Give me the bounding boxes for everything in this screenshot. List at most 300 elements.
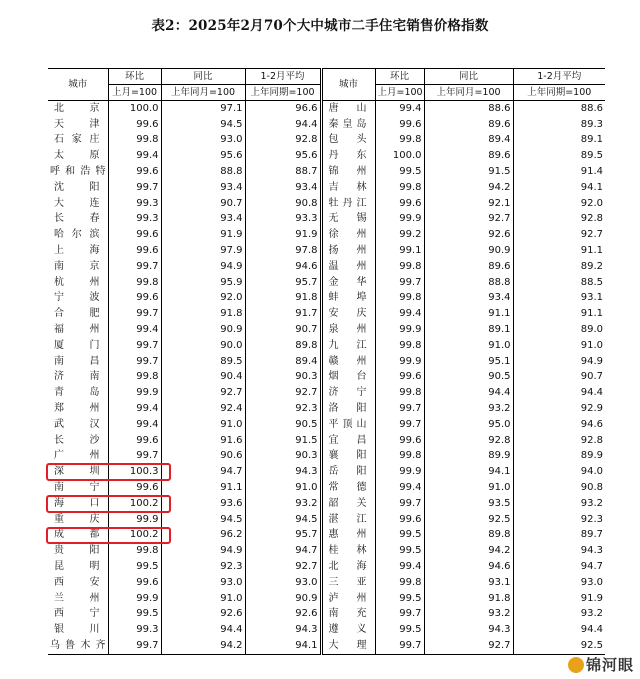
right-mom-cell: 99.7 (375, 275, 424, 291)
left-avg-cell: 95.7 (245, 275, 321, 291)
left-mom-cell: 99.7 (108, 306, 161, 322)
left-city-cell: 成 都 (54, 529, 100, 541)
table-row (48, 575, 605, 591)
right-avg-cell: 93.0 (513, 575, 605, 591)
left-avg-cell: 94.7 (245, 543, 321, 559)
table-row (48, 401, 605, 417)
left-mom-cell: 99.7 (108, 338, 161, 354)
left-city-cell: 呼和浩特 (50, 166, 106, 178)
right-avg-cell: 91.1 (513, 306, 605, 322)
right-yoy-cell: 89.8 (424, 528, 513, 544)
left-avg-cell: 96.6 (245, 101, 321, 117)
right-mom-cell: 99.7 (375, 638, 424, 654)
table-row (48, 212, 605, 228)
left-yoy-cell: 94.4 (161, 622, 245, 638)
header-avg-sub-left: 上年同期=100 (245, 85, 321, 101)
left-avg-cell: 94.4 (245, 117, 321, 133)
right-city-cell: 温 州 (321, 259, 375, 275)
right-mom-cell: 99.5 (375, 591, 424, 607)
right-yoy-cell: 89.6 (424, 259, 513, 275)
left-city-cell: 天 津 (54, 118, 100, 130)
left-avg-cell: 91.0 (245, 480, 321, 496)
right-city-cell: 韶 关 (321, 496, 375, 512)
left-yoy-cell: 93.4 (161, 212, 245, 228)
left-avg-cell: 89.4 (245, 354, 321, 370)
right-yoy-cell: 93.5 (424, 496, 513, 512)
left-city-cell: 杭 州 (54, 276, 100, 288)
left-city-cell: 银 川 (54, 624, 100, 636)
left-mom-cell: 99.9 (108, 591, 161, 607)
left-mom-cell: 99.7 (108, 449, 161, 465)
right-avg-cell: 94.3 (513, 543, 605, 559)
left-avg-cell: 97.8 (245, 243, 321, 259)
left-yoy-cell: 94.5 (161, 512, 245, 528)
table-row (48, 180, 605, 196)
right-mom-cell: 99.5 (375, 543, 424, 559)
right-avg-cell: 89.5 (513, 148, 605, 164)
right-avg-cell: 89.3 (513, 117, 605, 133)
left-mom-cell: 99.8 (108, 275, 161, 291)
left-yoy-cell: 93.4 (161, 180, 245, 196)
right-city-cell: 遵 义 (321, 622, 375, 638)
left-mom-cell: 100.2 (108, 528, 161, 544)
table-row (48, 148, 605, 164)
left-mom-cell: 99.4 (108, 148, 161, 164)
table-row (48, 496, 605, 512)
left-city-cell: 济 南 (54, 371, 100, 383)
left-mom-cell: 99.7 (108, 180, 161, 196)
header-mom-right: 环比 (375, 69, 424, 85)
left-mom-cell: 99.6 (108, 117, 161, 133)
right-avg-cell: 92.0 (513, 196, 605, 212)
table-row (48, 417, 605, 433)
right-avg-cell: 93.1 (513, 291, 605, 307)
left-city-cell: 西 宁 (54, 608, 100, 620)
right-mom-cell: 99.6 (375, 196, 424, 212)
right-yoy-cell: 91.5 (424, 164, 513, 180)
header-row-main (48, 69, 605, 85)
left-city-cell: 上 海 (54, 245, 100, 257)
left-city-cell: 北 京 (54, 102, 100, 114)
right-avg-cell: 94.4 (513, 385, 605, 401)
left-avg-cell: 94.3 (245, 464, 321, 480)
left-yoy-cell: 93.6 (161, 496, 245, 512)
table-row (48, 164, 605, 180)
right-city-cell: 襄 阳 (321, 449, 375, 465)
right-yoy-cell: 88.6 (424, 101, 513, 117)
right-yoy-cell: 89.1 (424, 322, 513, 338)
right-city-cell: 大 理 (321, 638, 375, 654)
right-yoy-cell: 92.1 (424, 196, 513, 212)
left-city-cell: 青 岛 (54, 387, 100, 399)
left-mom-cell: 100.0 (108, 101, 161, 117)
right-mom-cell: 99.9 (375, 322, 424, 338)
left-avg-cell: 92.6 (245, 607, 321, 623)
right-avg-cell: 94.6 (513, 417, 605, 433)
right-mom-cell: 99.1 (375, 243, 424, 259)
right-mom-cell: 99.9 (375, 212, 424, 228)
left-mom-cell: 99.6 (108, 243, 161, 259)
right-city-cell: 宜 昌 (321, 433, 375, 449)
right-mom-cell: 99.7 (375, 401, 424, 417)
left-mom-cell: 99.7 (108, 638, 161, 654)
left-avg-cell: 93.4 (245, 180, 321, 196)
right-avg-cell: 94.9 (513, 354, 605, 370)
left-avg-cell: 91.7 (245, 306, 321, 322)
left-city-cell: 石家庄 (54, 134, 100, 146)
left-city-cell: 太 原 (54, 150, 100, 162)
right-avg-cell: 93.2 (513, 496, 605, 512)
left-city-cell: 南 宁 (54, 482, 100, 494)
left-avg-cell: 93.2 (245, 496, 321, 512)
right-city-cell: 唐 山 (321, 101, 375, 117)
right-city-cell: 洛 阳 (321, 401, 375, 417)
table-row (48, 291, 605, 307)
right-mom-cell: 99.6 (375, 117, 424, 133)
table-row (48, 480, 605, 496)
right-yoy-cell: 93.1 (424, 575, 513, 591)
right-city-cell: 南 充 (321, 607, 375, 623)
right-mom-cell: 99.8 (375, 575, 424, 591)
left-mom-cell: 99.7 (108, 354, 161, 370)
left-mom-cell: 99.3 (108, 622, 161, 638)
right-mom-cell: 99.9 (375, 464, 424, 480)
right-city-cell: 蚌 埠 (321, 291, 375, 307)
right-avg-cell: 91.0 (513, 338, 605, 354)
right-avg-cell: 92.7 (513, 227, 605, 243)
right-mom-cell: 99.4 (375, 306, 424, 322)
left-city-cell: 南 京 (54, 260, 100, 272)
table-row (48, 196, 605, 212)
table-row (48, 622, 605, 638)
header-yoy-left: 同比 (161, 69, 245, 85)
table-row (48, 275, 605, 291)
left-avg-cell: 95.7 (245, 528, 321, 544)
left-mom-cell: 99.8 (108, 133, 161, 149)
right-city-cell: 烟 台 (321, 370, 375, 386)
table-row (48, 385, 605, 401)
right-avg-cell: 92.9 (513, 401, 605, 417)
table-row (48, 101, 605, 117)
left-mom-cell: 99.4 (108, 417, 161, 433)
left-yoy-cell: 92.0 (161, 291, 245, 307)
left-mom-cell: 99.9 (108, 512, 161, 528)
table-row (48, 133, 605, 149)
left-mom-cell: 99.6 (108, 480, 161, 496)
left-city-cell: 长 沙 (54, 434, 100, 446)
right-yoy-cell: 95.0 (424, 417, 513, 433)
left-mom-cell: 100.3 (108, 464, 161, 480)
left-mom-cell: 99.6 (108, 433, 161, 449)
left-avg-cell: 90.7 (245, 322, 321, 338)
header-yoy-sub-left: 上年同月=100 (161, 85, 245, 101)
right-yoy-cell: 94.4 (424, 385, 513, 401)
left-avg-cell: 90.3 (245, 449, 321, 465)
left-city-cell: 西 安 (54, 576, 100, 588)
left-avg-cell: 90.8 (245, 196, 321, 212)
right-city-cell: 安 庆 (321, 306, 375, 322)
right-city-cell: 丹 东 (321, 148, 375, 164)
watermark (568, 654, 634, 675)
right-mom-cell: 99.2 (375, 227, 424, 243)
watermark-badge-icon (568, 657, 584, 673)
left-city-cell: 大 连 (54, 197, 100, 209)
right-mom-cell: 99.8 (375, 385, 424, 401)
right-yoy-cell: 92.7 (424, 638, 513, 654)
table-row (48, 543, 605, 559)
right-avg-cell: 88.6 (513, 101, 605, 117)
right-mom-cell: 99.7 (375, 607, 424, 623)
right-yoy-cell: 89.6 (424, 117, 513, 133)
right-mom-cell: 99.4 (375, 101, 424, 117)
left-city-cell: 重 庆 (54, 513, 100, 525)
left-avg-cell: 90.3 (245, 370, 321, 386)
left-mom-cell: 99.3 (108, 196, 161, 212)
right-city-cell: 扬 州 (321, 243, 375, 259)
right-city-cell: 泉 州 (321, 322, 375, 338)
left-avg-cell: 94.1 (245, 638, 321, 654)
right-avg-cell: 93.2 (513, 607, 605, 623)
right-mom-cell: 99.8 (375, 449, 424, 465)
right-city-cell: 金 华 (321, 275, 375, 291)
table-title: 表2：2025年2月70个大中城市二手住宅销售价格指数 (151, 18, 489, 34)
right-mom-cell: 99.5 (375, 622, 424, 638)
right-avg-cell: 92.5 (513, 638, 605, 654)
left-yoy-cell: 91.6 (161, 433, 245, 449)
left-mom-cell: 99.8 (108, 370, 161, 386)
header-yoy-sub-right: 上年同月=100 (424, 85, 513, 101)
right-mom-cell: 99.7 (375, 417, 424, 433)
left-yoy-cell: 95.9 (161, 275, 245, 291)
left-mom-cell: 99.6 (108, 164, 161, 180)
right-yoy-cell: 90.9 (424, 243, 513, 259)
left-mom-cell: 99.6 (108, 291, 161, 307)
table-row (48, 306, 605, 322)
right-mom-cell: 99.9 (375, 354, 424, 370)
table-row (48, 638, 605, 654)
left-mom-cell: 99.4 (108, 322, 161, 338)
left-avg-cell: 94.5 (245, 512, 321, 528)
header-avg-sub-right: 上年同期=100 (513, 85, 605, 101)
left-yoy-cell: 94.9 (161, 259, 245, 275)
right-avg-cell: 92.8 (513, 433, 605, 449)
right-mom-cell: 99.5 (375, 164, 424, 180)
table-row (48, 512, 605, 528)
right-yoy-cell: 88.8 (424, 275, 513, 291)
header-avg-right: 1-2月平均 (513, 69, 605, 85)
left-yoy-cell: 89.5 (161, 354, 245, 370)
left-yoy-cell: 90.4 (161, 370, 245, 386)
right-yoy-cell: 89.6 (424, 148, 513, 164)
table-row (48, 449, 605, 465)
left-city-cell: 武 汉 (54, 418, 100, 430)
right-city-cell: 徐 州 (321, 227, 375, 243)
table-row (48, 528, 605, 544)
left-yoy-cell: 91.1 (161, 480, 245, 496)
left-avg-cell: 93.3 (245, 212, 321, 228)
right-yoy-cell: 91.8 (424, 591, 513, 607)
price-index-table (48, 68, 605, 655)
right-city-cell: 吉 林 (321, 180, 375, 196)
right-yoy-cell: 89.4 (424, 133, 513, 149)
left-yoy-cell: 91.0 (161, 591, 245, 607)
right-avg-cell: 94.4 (513, 622, 605, 638)
right-avg-cell: 90.7 (513, 370, 605, 386)
left-city-cell: 兰 州 (54, 592, 100, 604)
right-yoy-cell: 91.0 (424, 338, 513, 354)
table-row (48, 591, 605, 607)
right-avg-cell: 94.7 (513, 559, 605, 575)
right-mom-cell: 99.6 (375, 512, 424, 528)
table-row (48, 354, 605, 370)
left-yoy-cell: 93.0 (161, 133, 245, 149)
left-yoy-cell: 90.9 (161, 322, 245, 338)
right-mom-cell: 99.6 (375, 370, 424, 386)
right-city-cell: 济 宁 (321, 385, 375, 401)
right-avg-cell: 89.9 (513, 449, 605, 465)
table-row (48, 243, 605, 259)
left-yoy-cell: 90.0 (161, 338, 245, 354)
right-yoy-cell: 91.1 (424, 306, 513, 322)
left-yoy-cell: 90.6 (161, 449, 245, 465)
left-avg-cell: 93.0 (245, 575, 321, 591)
table-row (48, 464, 605, 480)
right-yoy-cell: 94.2 (424, 180, 513, 196)
left-mom-cell: 100.2 (108, 496, 161, 512)
left-yoy-cell: 96.2 (161, 528, 245, 544)
right-avg-cell: 90.8 (513, 480, 605, 496)
left-city-cell: 昆 明 (54, 561, 100, 572)
right-avg-cell: 94.1 (513, 180, 605, 196)
header-city-left: 城市 (48, 69, 108, 101)
left-mom-cell: 99.6 (108, 575, 161, 591)
right-yoy-cell: 94.3 (424, 622, 513, 638)
right-avg-cell: 92.8 (513, 212, 605, 228)
left-mom-cell: 99.5 (108, 559, 161, 575)
right-city-cell: 惠 州 (321, 528, 375, 544)
left-yoy-cell: 88.8 (161, 164, 245, 180)
right-avg-cell: 92.3 (513, 512, 605, 528)
right-city-cell: 湛 江 (321, 512, 375, 528)
right-city-cell: 三 亚 (321, 575, 375, 591)
right-yoy-cell: 93.2 (424, 607, 513, 623)
left-city-cell: 广 州 (54, 450, 100, 462)
table-row (48, 433, 605, 449)
left-mom-cell: 99.9 (108, 385, 161, 401)
right-city-cell: 包 头 (321, 133, 375, 149)
header-mom-sub-right: 上月=100 (375, 85, 424, 101)
right-avg-cell: 88.5 (513, 275, 605, 291)
right-mom-cell: 100.0 (375, 148, 424, 164)
right-city-cell: 秦皇岛 (321, 117, 375, 133)
right-yoy-cell: 93.4 (424, 291, 513, 307)
left-mom-cell: 99.6 (108, 227, 161, 243)
table-row (48, 559, 605, 575)
left-avg-cell: 94.3 (245, 622, 321, 638)
right-yoy-cell: 94.1 (424, 464, 513, 480)
header-mom-sub-left: 上月=100 (108, 85, 161, 101)
table-row (48, 227, 605, 243)
left-mom-cell: 99.4 (108, 401, 161, 417)
left-avg-cell: 89.8 (245, 338, 321, 354)
left-yoy-cell: 92.4 (161, 401, 245, 417)
left-yoy-cell: 97.9 (161, 243, 245, 259)
right-city-cell: 泸 州 (321, 591, 375, 607)
right-avg-cell: 89.2 (513, 259, 605, 275)
left-yoy-cell: 92.7 (161, 385, 245, 401)
right-avg-cell: 91.4 (513, 164, 605, 180)
left-city-cell: 沈 阳 (54, 181, 100, 193)
right-yoy-cell: 94.2 (424, 543, 513, 559)
right-mom-cell: 99.8 (375, 180, 424, 196)
left-avg-cell: 92.7 (245, 559, 321, 575)
left-city-cell: 郑 州 (54, 403, 100, 415)
left-avg-cell: 91.5 (245, 433, 321, 449)
right-mom-cell: 99.8 (375, 133, 424, 149)
left-yoy-cell: 94.2 (161, 638, 245, 654)
left-avg-cell: 91.9 (245, 227, 321, 243)
left-avg-cell: 91.8 (245, 291, 321, 307)
left-avg-cell: 92.8 (245, 133, 321, 149)
left-avg-cell: 88.7 (245, 164, 321, 180)
right-avg-cell: 91.9 (513, 591, 605, 607)
table-row (48, 370, 605, 386)
right-city-cell: 常 德 (321, 480, 375, 496)
right-mom-cell: 99.7 (375, 496, 424, 512)
left-city-cell: 贵 阳 (54, 545, 100, 557)
left-city-cell: 海 口 (54, 497, 100, 509)
right-mom-cell: 99.4 (375, 480, 424, 496)
left-city-cell: 深 圳 (54, 466, 100, 478)
right-yoy-cell: 93.2 (424, 401, 513, 417)
right-yoy-cell: 92.8 (424, 433, 513, 449)
right-mom-cell: 99.6 (375, 433, 424, 449)
right-avg-cell: 89.1 (513, 133, 605, 149)
right-mom-cell: 99.4 (375, 559, 424, 575)
right-yoy-cell: 90.5 (424, 370, 513, 386)
right-city-cell: 牡丹江 (321, 196, 375, 212)
left-avg-cell: 95.6 (245, 148, 321, 164)
right-mom-cell: 99.8 (375, 259, 424, 275)
header-city-right: 城市 (321, 69, 375, 101)
right-yoy-cell: 89.9 (424, 449, 513, 465)
table-row (48, 607, 605, 623)
table-row (48, 259, 605, 275)
table-body (48, 101, 605, 655)
right-city-cell: 九 江 (321, 338, 375, 354)
table-row (48, 322, 605, 338)
left-avg-cell: 90.9 (245, 591, 321, 607)
right-city-cell: 岳 阳 (321, 464, 375, 480)
left-yoy-cell: 94.9 (161, 543, 245, 559)
left-yoy-cell: 90.7 (161, 196, 245, 212)
right-yoy-cell: 94.6 (424, 559, 513, 575)
left-yoy-cell: 95.6 (161, 148, 245, 164)
right-yoy-cell: 92.7 (424, 212, 513, 228)
left-avg-cell: 92.7 (245, 385, 321, 401)
right-avg-cell: 89.0 (513, 322, 605, 338)
left-yoy-cell: 93.0 (161, 575, 245, 591)
right-mom-cell: 99.8 (375, 291, 424, 307)
left-yoy-cell: 94.5 (161, 117, 245, 133)
right-city-cell: 桂 林 (321, 543, 375, 559)
left-mom-cell: 99.3 (108, 212, 161, 228)
right-mom-cell: 99.8 (375, 338, 424, 354)
right-yoy-cell: 92.5 (424, 512, 513, 528)
left-yoy-cell: 94.7 (161, 464, 245, 480)
right-avg-cell: 91.1 (513, 243, 605, 259)
left-yoy-cell: 91.0 (161, 417, 245, 433)
